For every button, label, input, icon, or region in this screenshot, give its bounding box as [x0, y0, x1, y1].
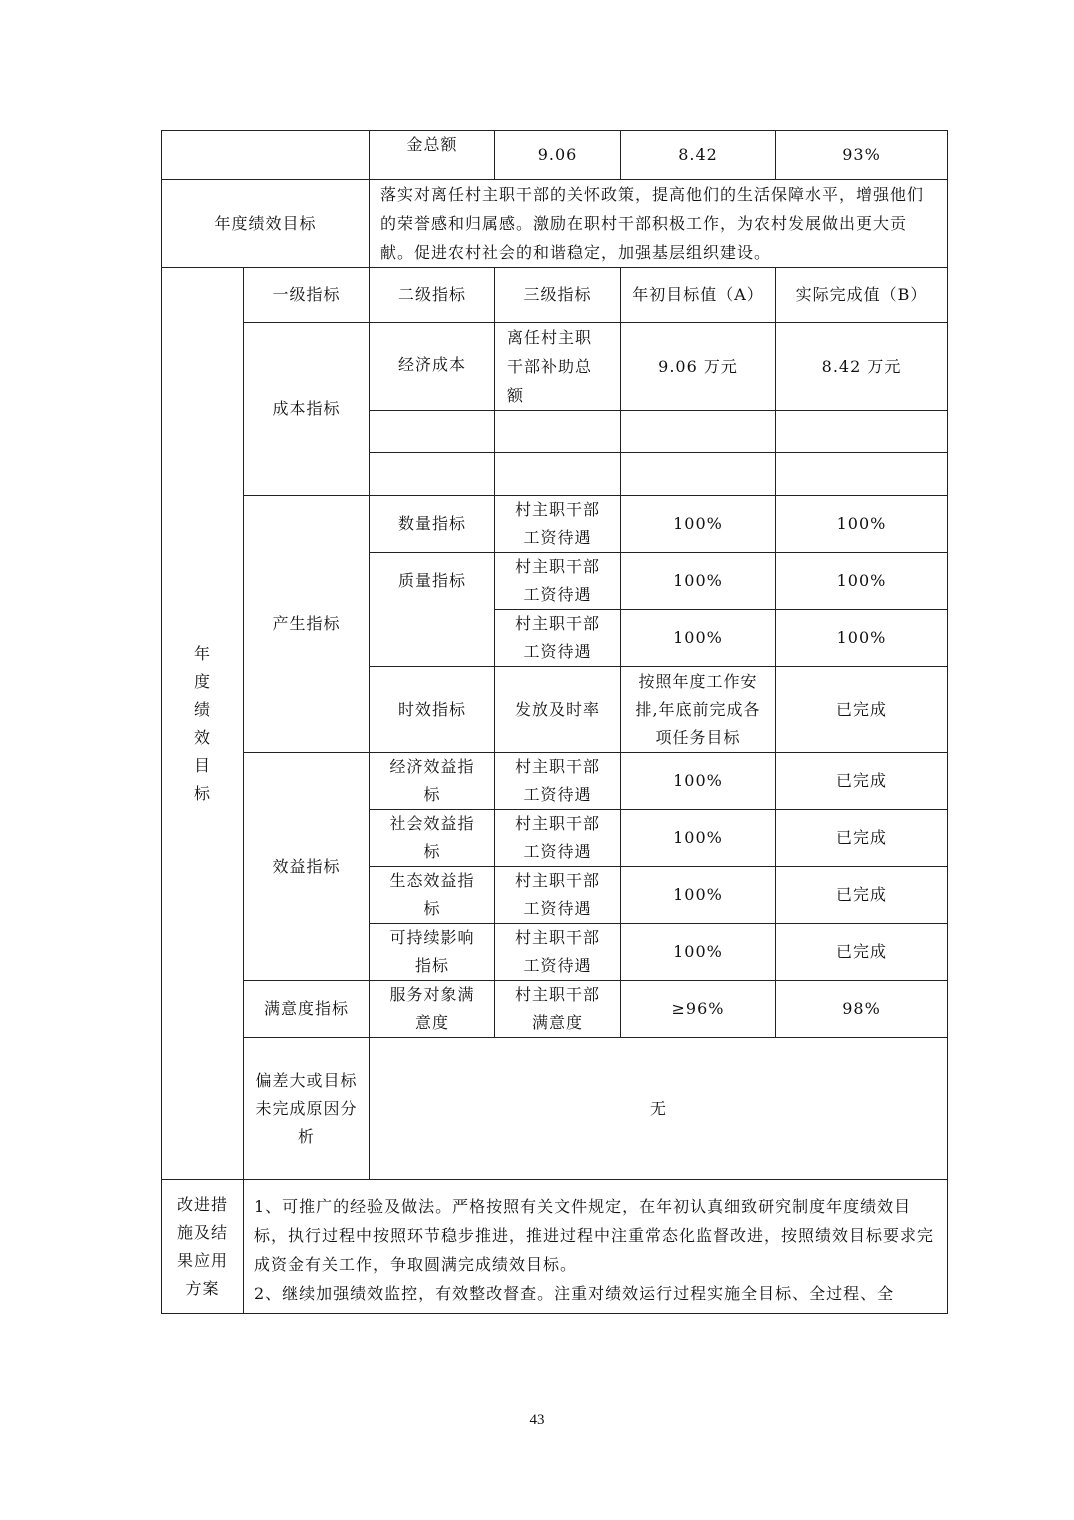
performance-table	[161, 130, 948, 1314]
funds-spent-value: 8.42	[621, 131, 776, 180]
actual-cell: 98%	[776, 981, 948, 1038]
header-level3: 三级指标	[495, 268, 621, 323]
actual-cell: 100%	[776, 496, 948, 553]
improvement-paragraph-1: 1、可推广的经验及做法。严格按照有关文件规定，在年初认真细致研究制度年度绩效目标，执行过程中按照环节稳步推进，推进过程中注重常态化监督改进，按照绩效目标要求完成资金有关工作，争取圆满完成绩效目标。	[254, 1197, 935, 1274]
empty-cell	[495, 453, 621, 496]
annual-goal-label: 年度绩效目标	[162, 180, 370, 268]
empty-cell	[776, 453, 948, 496]
improvement-label: 改进措施及结果应用方案	[162, 1180, 244, 1314]
deviation-row	[162, 1038, 948, 1180]
benefit-indicator-label: 效益指标	[244, 753, 370, 981]
target-cell: ≥96%	[621, 981, 776, 1038]
indicator-header-row	[162, 268, 948, 323]
level2-cell: 数量指标	[370, 496, 495, 553]
level2-cell: 经济成本	[370, 323, 495, 411]
level3-cell: 村主职干部工资待遇	[495, 924, 621, 981]
empty-cell	[370, 453, 495, 496]
empty-cell	[370, 411, 495, 453]
target-cell: 100%	[621, 924, 776, 981]
level2-cell: 社会效益指标	[370, 810, 495, 867]
empty-cell	[621, 453, 776, 496]
level3-cell: 发放及时率	[495, 667, 621, 753]
actual-cell: 已完成	[776, 810, 948, 867]
satisfaction-indicator-label: 满意度指标	[244, 981, 370, 1038]
improvement-row	[162, 1180, 948, 1314]
annual-goal-text: 落实对离任村主职干部的关怀政策，提高他们的生活保障水平，增强他们的荣誉感和归属感。激励在职村干部积极工作，为农村发展做出更大贡献。促进农村社会的和谐稳定，加强基层组织建设。	[370, 180, 948, 268]
actual-cell: 已完成	[776, 924, 948, 981]
improvement-text	[244, 1180, 948, 1314]
output-indicator-label: 产生指标	[244, 496, 370, 753]
improvement-paragraph-2: 2、继续加强绩效监控，有效整改督查。注重对绩效运行过程实施全目标、全过程、全	[254, 1284, 895, 1303]
level2-cell: 质量指标	[370, 553, 495, 667]
funds-total-label: 金总额	[370, 131, 495, 180]
actual-cell: 8.42 万元	[776, 323, 948, 411]
cost-indicator-label: 成本指标	[244, 323, 370, 496]
table-row	[162, 981, 948, 1038]
target-cell: 100%	[621, 810, 776, 867]
page-number: 43	[529, 1412, 545, 1428]
level3-cell: 村主职干部工资待遇	[495, 553, 621, 610]
empty-cell	[162, 131, 370, 180]
level2-cell: 经济效益指标	[370, 753, 495, 810]
level3-cell: 村主职干部工资待遇	[495, 753, 621, 810]
annual-goal-row	[162, 180, 948, 268]
level2-cell: 时效指标	[370, 667, 495, 753]
level3-cell: 村主职干部工资待遇	[495, 610, 621, 667]
table-row	[162, 496, 948, 553]
target-cell: 9.06 万元	[621, 323, 776, 411]
level3-cell: 离任村主职干部补助总额	[495, 323, 621, 411]
target-cell: 100%	[621, 753, 776, 810]
header-actual: 实际完成值（B）	[776, 268, 948, 323]
header-level2: 二级指标	[370, 268, 495, 323]
level3-cell: 村主职干部满意度	[495, 981, 621, 1038]
table-row	[162, 323, 948, 411]
deviation-label: 偏差大或目标未完成原因分析	[244, 1038, 370, 1180]
target-cell: 100%	[621, 867, 776, 924]
header-target: 年初目标值（A）	[621, 268, 776, 323]
empty-cell	[776, 411, 948, 453]
target-cell: 按照年度工作安排,年底前完成各项任务目标	[621, 667, 776, 753]
level2-cell: 可持续影响指标	[370, 924, 495, 981]
target-cell: 100%	[621, 553, 776, 610]
level2-cell: 服务对象满意度	[370, 981, 495, 1038]
level2-cell: 生态效益指标	[370, 867, 495, 924]
actual-cell: 已完成	[776, 867, 948, 924]
funds-rate-value: 93%	[776, 131, 948, 180]
actual-cell: 100%	[776, 553, 948, 610]
funds-total-row	[162, 131, 948, 180]
level3-cell: 村主职干部工资待遇	[495, 810, 621, 867]
target-cell: 100%	[621, 610, 776, 667]
empty-cell	[495, 411, 621, 453]
actual-cell: 已完成	[776, 753, 948, 810]
level3-cell: 村主职干部工资待遇	[495, 496, 621, 553]
actual-cell: 100%	[776, 610, 948, 667]
indicator-section-label: 年度绩效目标	[162, 268, 244, 1180]
header-level1: 一级指标	[244, 268, 370, 323]
deviation-value: 无	[370, 1038, 948, 1180]
funds-budget-value: 9.06	[495, 131, 621, 180]
level3-cell: 村主职干部工资待遇	[495, 867, 621, 924]
actual-cell: 已完成	[776, 667, 948, 753]
empty-cell	[621, 411, 776, 453]
target-cell: 100%	[621, 496, 776, 553]
table-row	[162, 753, 948, 810]
